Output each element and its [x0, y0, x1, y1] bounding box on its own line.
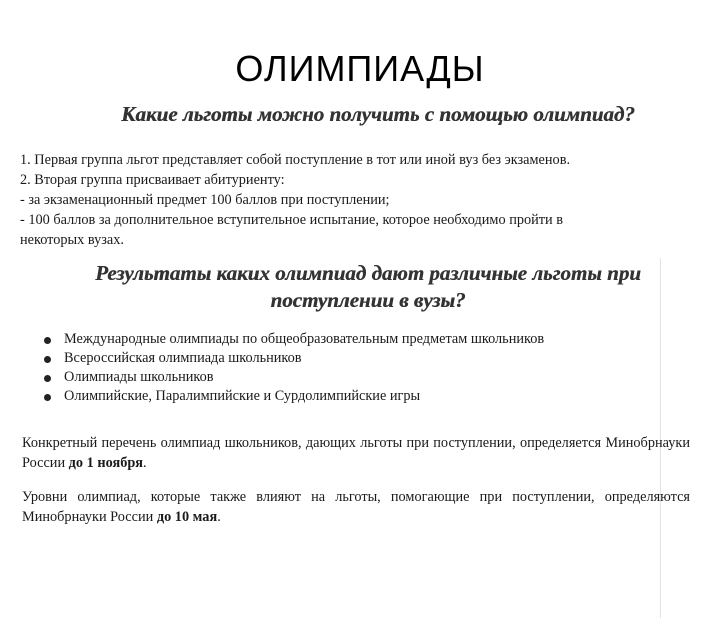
list-item-label: Всероссийская олимпиада школьников	[64, 350, 302, 366]
olympiad-list	[40, 330, 660, 406]
benefits-text	[20, 150, 700, 250]
list-item-label: Международные олимпиады по общеобразовательным предметам школьников	[64, 331, 545, 347]
benefits-line: - за экзаменационный предмет 100 баллов при поступлении;	[20, 192, 390, 208]
bullet-icon	[44, 375, 51, 382]
list-item	[40, 368, 660, 387]
benefits-line: - 100 баллов за дополнительное вступительное испытание, которое необходимо пройти в	[20, 212, 564, 228]
heading-line: Результаты каких олимпиад дают различные льготы при	[95, 261, 641, 285]
paragraph-end: .	[143, 455, 147, 471]
list-item	[40, 330, 660, 349]
scanned-document	[18, 98, 702, 528]
paragraph-text: Уровни олимпиад, которые также влияют на льготы, помогающие при поступлении, определяются Минобрнауки России	[22, 489, 690, 525]
list-item	[40, 387, 660, 406]
list-item	[40, 349, 660, 368]
list-deadline-paragraph	[22, 433, 690, 473]
levels-deadline-paragraph	[22, 487, 690, 527]
deadline-date: до 1 ноября	[68, 455, 144, 471]
list-item-label: Олимпийские, Паралимпийские и Сурдолимпийские игры	[64, 388, 421, 404]
list-item-label: Олимпиады школьников	[64, 369, 214, 385]
heading-line: поступлении в вузы?	[270, 288, 466, 312]
deadline-date: до 10 мая	[156, 509, 218, 525]
benefits-line: некоторых вузах.	[20, 232, 124, 248]
bullet-icon	[44, 337, 51, 344]
paragraph-end: .	[217, 509, 221, 525]
slide-title: ОЛИМПИАДЫ	[235, 48, 485, 89]
bullet-icon	[44, 356, 51, 363]
benefits-line: 1. Первая группа льгот представляет собой поступление в тот или иной вуз без экзаменов.	[20, 152, 571, 168]
section-heading-olympiads	[48, 260, 688, 314]
benefits-line: 2. Вторая группа присваивает абитуриенту:	[20, 172, 285, 188]
paragraph-text: Конкретный перечень олимпиад школьников, дающих льготы при поступлении, определяется Минобрнауки России	[22, 435, 690, 471]
section-heading-benefits: Какие льготы можно получить с помощью олимпиад?	[121, 102, 635, 126]
bullet-icon	[44, 394, 51, 401]
